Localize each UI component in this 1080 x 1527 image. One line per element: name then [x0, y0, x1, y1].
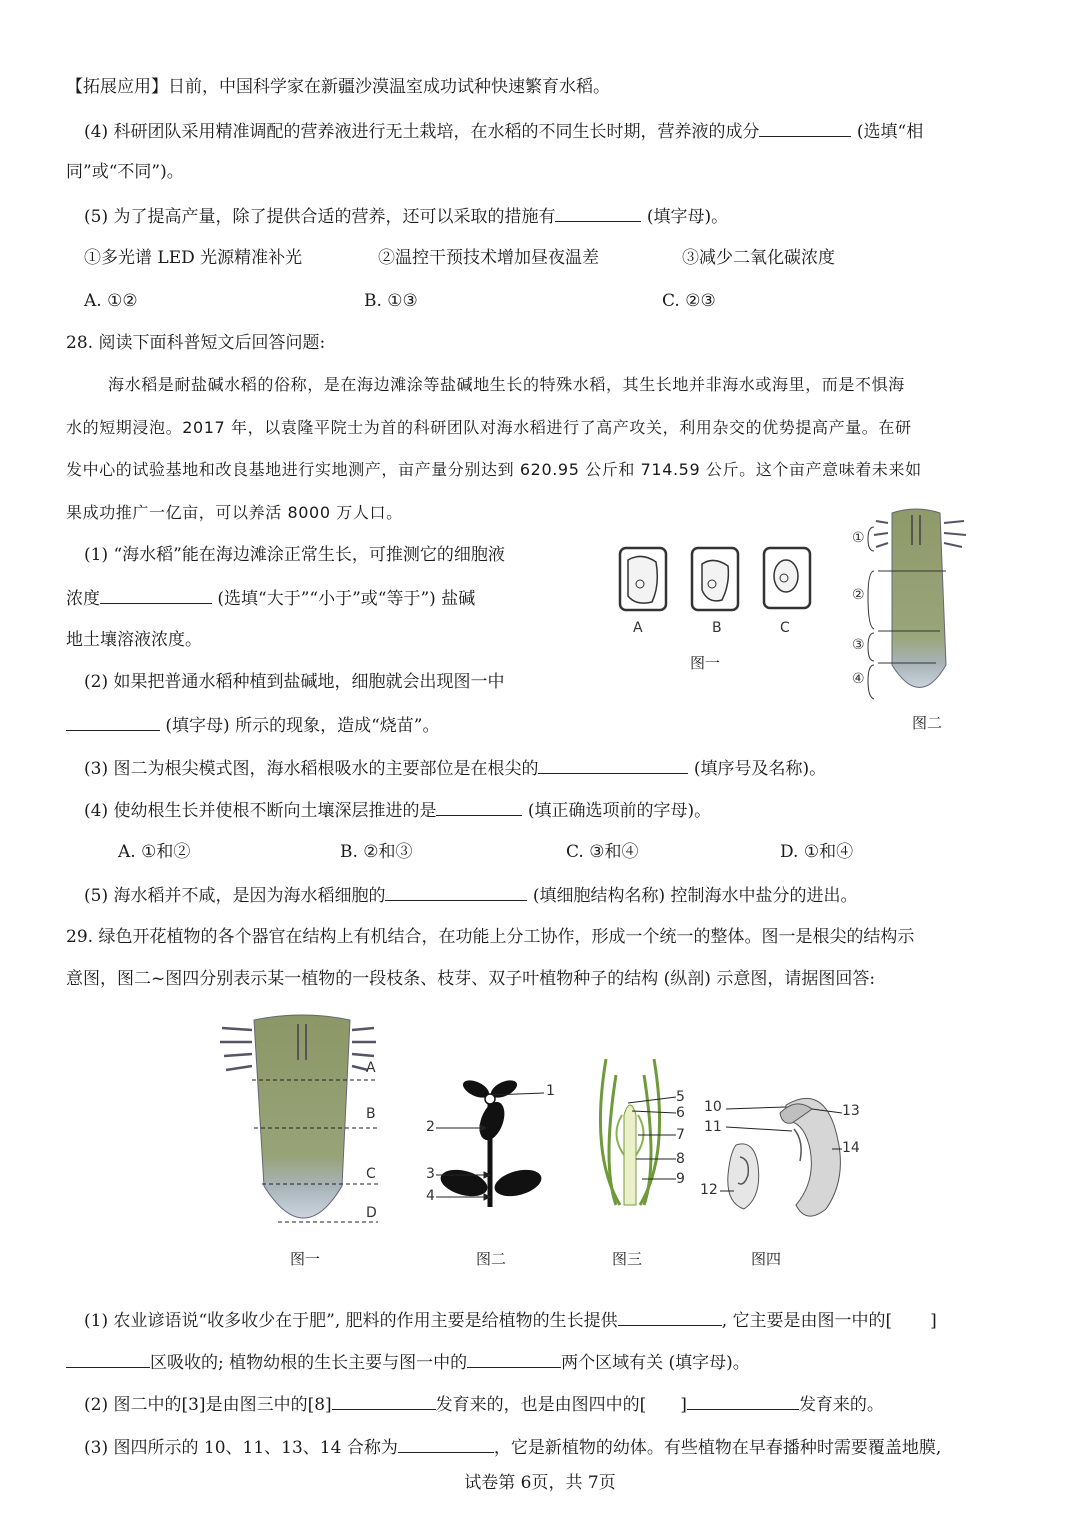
- cell-c: [764, 548, 810, 608]
- q29-q2-bracket-close: ]: [680, 1395, 687, 1415]
- q28-q2-line1: (2) 如果把普通水稻种植到盐碱地，细胞就会出现图一中: [84, 672, 505, 692]
- branch-label-3: 3: [426, 1166, 435, 1182]
- root-caption: 图一: [290, 1250, 321, 1268]
- bud-label-9: 9: [676, 1171, 685, 1187]
- expand-option-a[interactable]: A. ①②: [84, 291, 138, 311]
- q29-stem-line2: 意图，图二~图四分别表示某一植物的一段枝条、枝芽、双子叶植物种子的结构 (纵剖) 示意图，请据图回答:: [66, 969, 876, 989]
- measure-1: ①多光谱 LED 光源精准补光: [84, 248, 303, 268]
- q28-q1-hint: (选填“大于”“小于”或“等于”) 盐碱: [217, 589, 476, 609]
- fig2-label-4: ④: [852, 671, 865, 687]
- seed-large: [780, 1098, 840, 1216]
- q28-option-d[interactable]: D. ①和④: [780, 842, 854, 862]
- q28-option-c[interactable]: C. ③和④: [566, 842, 639, 862]
- expand-q5-hint: (填字母)。: [646, 207, 729, 227]
- q29-q2-text: (2) 图二中的[3]是由图三中的[8]: [84, 1395, 332, 1415]
- q28-q3: [84, 755, 826, 781]
- cell-b: [692, 548, 738, 610]
- cell-a: [620, 548, 666, 610]
- fig2-label-3: ③: [852, 637, 865, 653]
- q28-q1-blank[interactable]: [100, 585, 212, 604]
- expand-intro: 【拓展应用】日前，中国科学家在新疆沙漠温室成功试种快速繁育水稻。: [66, 77, 610, 97]
- bud-label-5: 5: [676, 1089, 685, 1105]
- q28-fig2-root-tip: [850, 505, 980, 705]
- bud-caption: 图三: [612, 1250, 643, 1268]
- root-label-a: A: [366, 1060, 376, 1076]
- q28-q3-blank[interactable]: [538, 755, 688, 774]
- q29-q2-blank-2[interactable]: [687, 1391, 799, 1410]
- q29-q1-blank-3[interactable]: [467, 1349, 561, 1368]
- q28-passage-line2: 水的短期浸泡。2017 年，以袁隆平院士为首的科研团队对海水稻进行了高产攻关，利用杂交的优势提高产量。在研: [66, 418, 912, 437]
- q29-q1-blank-2[interactable]: [66, 1349, 150, 1368]
- q28-q5-text: (5) 海水稻并不咸，是因为海水稻细胞的: [84, 886, 386, 906]
- expand-q5-text: (5) 为了提高产量，除了提供合适的营养，还可以采取的措施有: [84, 207, 556, 227]
- expand-q4-line2: 同”或“不同”)。: [66, 162, 184, 182]
- q28-q4-text: (4) 使幼根生长并使根不断向土壤深层推进的是: [84, 801, 437, 821]
- q29-q1-bracket-close: ]: [930, 1311, 937, 1331]
- expand-q5-blank[interactable]: [555, 203, 641, 222]
- expand-option-b[interactable]: B. ①③: [364, 291, 418, 311]
- bud-label-8: 8: [676, 1151, 685, 1167]
- seed-small: [728, 1144, 759, 1209]
- q28-q1-line3: 地土壤溶液浓度。: [66, 630, 202, 650]
- fig1-caption: 图一: [690, 654, 721, 672]
- root-label-b: B: [366, 1106, 376, 1122]
- expand-q4-text: (4) 科研团队采用精准调配的营养液进行无土栽培，在水稻的不同生长时期，营养液的成分: [84, 122, 760, 142]
- q29-q3-text-2: ，它是新植物的幼体。有些植物在早春播种时需要覆盖地膜,: [493, 1438, 942, 1458]
- q28-stem: 28. 阅读下面科普短文后回答问题:: [66, 333, 326, 353]
- q28-q5: [84, 882, 858, 908]
- q29-q2-blank-1[interactable]: [332, 1391, 436, 1410]
- bud-label-6: 6: [676, 1105, 685, 1121]
- branch-caption: 图二: [476, 1250, 507, 1268]
- q28-q4-hint: (填正确选项前的字母)。: [527, 801, 712, 821]
- q29-q2: [84, 1391, 884, 1417]
- q29-q3-blank[interactable]: [398, 1434, 494, 1453]
- q29-q1-text-3: 区吸收的; 植物幼根的生长主要与图一中的: [150, 1353, 468, 1373]
- expand-q4-line1: [84, 118, 923, 144]
- q28-passage-line4: 果成功推广一亿亩，可以养活 8000 万人口。: [66, 503, 403, 522]
- q29-q1-text-4: 两个区域有关 (填字母)。: [561, 1353, 750, 1373]
- q28-q5-blank[interactable]: [385, 882, 527, 901]
- q29-q2-text-2: 发育来的，也是由图四中的[: [435, 1395, 647, 1415]
- expand-q5: [84, 203, 728, 229]
- fig2-caption: 图二: [912, 714, 943, 732]
- q28-q1-text: 浓度: [66, 589, 100, 609]
- fig1-label-b: B: [712, 620, 722, 636]
- bud-label-7: 7: [676, 1127, 685, 1143]
- measure-3: ③减少二氧化碳浓度: [682, 248, 835, 268]
- q29-q1-line1: [84, 1307, 937, 1333]
- fig2-label-2: ②: [852, 587, 865, 603]
- root-label-d: D: [366, 1205, 377, 1221]
- branch-label-2: 2: [426, 1119, 435, 1135]
- root-label-c: C: [366, 1166, 376, 1182]
- q28-q2-text: (填字母) 所示的现象，造成“烧苗”。: [165, 716, 440, 736]
- expand-q4-blank[interactable]: [759, 118, 851, 137]
- branch-label-1: 1: [546, 1083, 555, 1099]
- q28-passage-line1: 海水稻是耐盐碱水稻的俗称，是在海边滩涂等盐碱地生长的特殊水稻，其生长地并非海水或海里，而是不惧海: [108, 375, 905, 394]
- q29-q1-text-2: , 它主要是由图一中的[: [721, 1311, 893, 1331]
- expand-option-c[interactable]: C. ②③: [662, 291, 716, 311]
- seed-label-11: 11: [704, 1119, 722, 1135]
- fig2-label-1: ①: [852, 530, 865, 546]
- q29-q1-text: (1) 农业谚语说“收多收少在于肥”, 肥料的作用主要是给植物的生长提供: [84, 1311, 618, 1331]
- q28-q3-hint: (填序号及名称)。: [693, 759, 827, 779]
- seed-label-10: 10: [704, 1099, 722, 1115]
- q29-q1-line2: [66, 1349, 750, 1375]
- seed-label-13: 13: [842, 1103, 860, 1119]
- q29-fig-root: [218, 1010, 388, 1235]
- seed-caption: 图四: [751, 1250, 782, 1268]
- q29-stem-line1: 29. 绿色开花植物的各个器官在结构上有机结合，在功能上分工协作，形成一个统一的整体。图一是根尖的结构示: [66, 927, 915, 947]
- q28-q4: [84, 797, 711, 823]
- q29-q2-text-3: 发育来的。: [798, 1395, 884, 1415]
- seed-label-14: 14: [842, 1140, 860, 1156]
- q29-q3: [84, 1434, 941, 1460]
- q28-option-a[interactable]: A. ①和②: [118, 842, 191, 862]
- q28-q3-text: (3) 图二为根尖模式图，海水稻根吸水的主要部位是在根尖的: [84, 759, 539, 779]
- expand-q4-hint: (选填“相: [856, 122, 924, 142]
- q28-q2-blank[interactable]: [66, 712, 160, 731]
- q28-q1-line1: (1) “海水稻”能在海边滩涂正常生长，可推测它的细胞液: [84, 545, 505, 565]
- q28-q1-line2: [66, 585, 475, 611]
- q29-fig-bud: [580, 1055, 690, 1215]
- measure-2: ②温控干预技术增加昼夜温差: [378, 248, 599, 268]
- fig1-label-c: C: [780, 620, 790, 636]
- seed-label-12: 12: [700, 1182, 718, 1198]
- page-footer: 试卷第 6页，共 7页: [464, 1473, 616, 1493]
- fig1-label-a: A: [633, 620, 643, 636]
- q28-option-b[interactable]: B. ②和③: [340, 842, 413, 862]
- q28-q2-line2: [66, 712, 439, 738]
- q29-q3-text: (3) 图四所示的 10、11、13、14 合称为: [84, 1438, 398, 1458]
- branch-label-4: 4: [426, 1188, 435, 1204]
- q28-passage-line3: 发中心的试验基地和改良基地进行实地测产，亩产量分别达到 620.95 公斤和 714.59 公斤。这个亩产意味着未来如: [66, 460, 922, 479]
- q29-q1-blank-1[interactable]: [618, 1307, 722, 1326]
- q28-q4-blank[interactable]: [436, 797, 522, 816]
- q28-q5-hint: (填细胞结构名称) 控制海水中盐分的进出。: [532, 886, 858, 906]
